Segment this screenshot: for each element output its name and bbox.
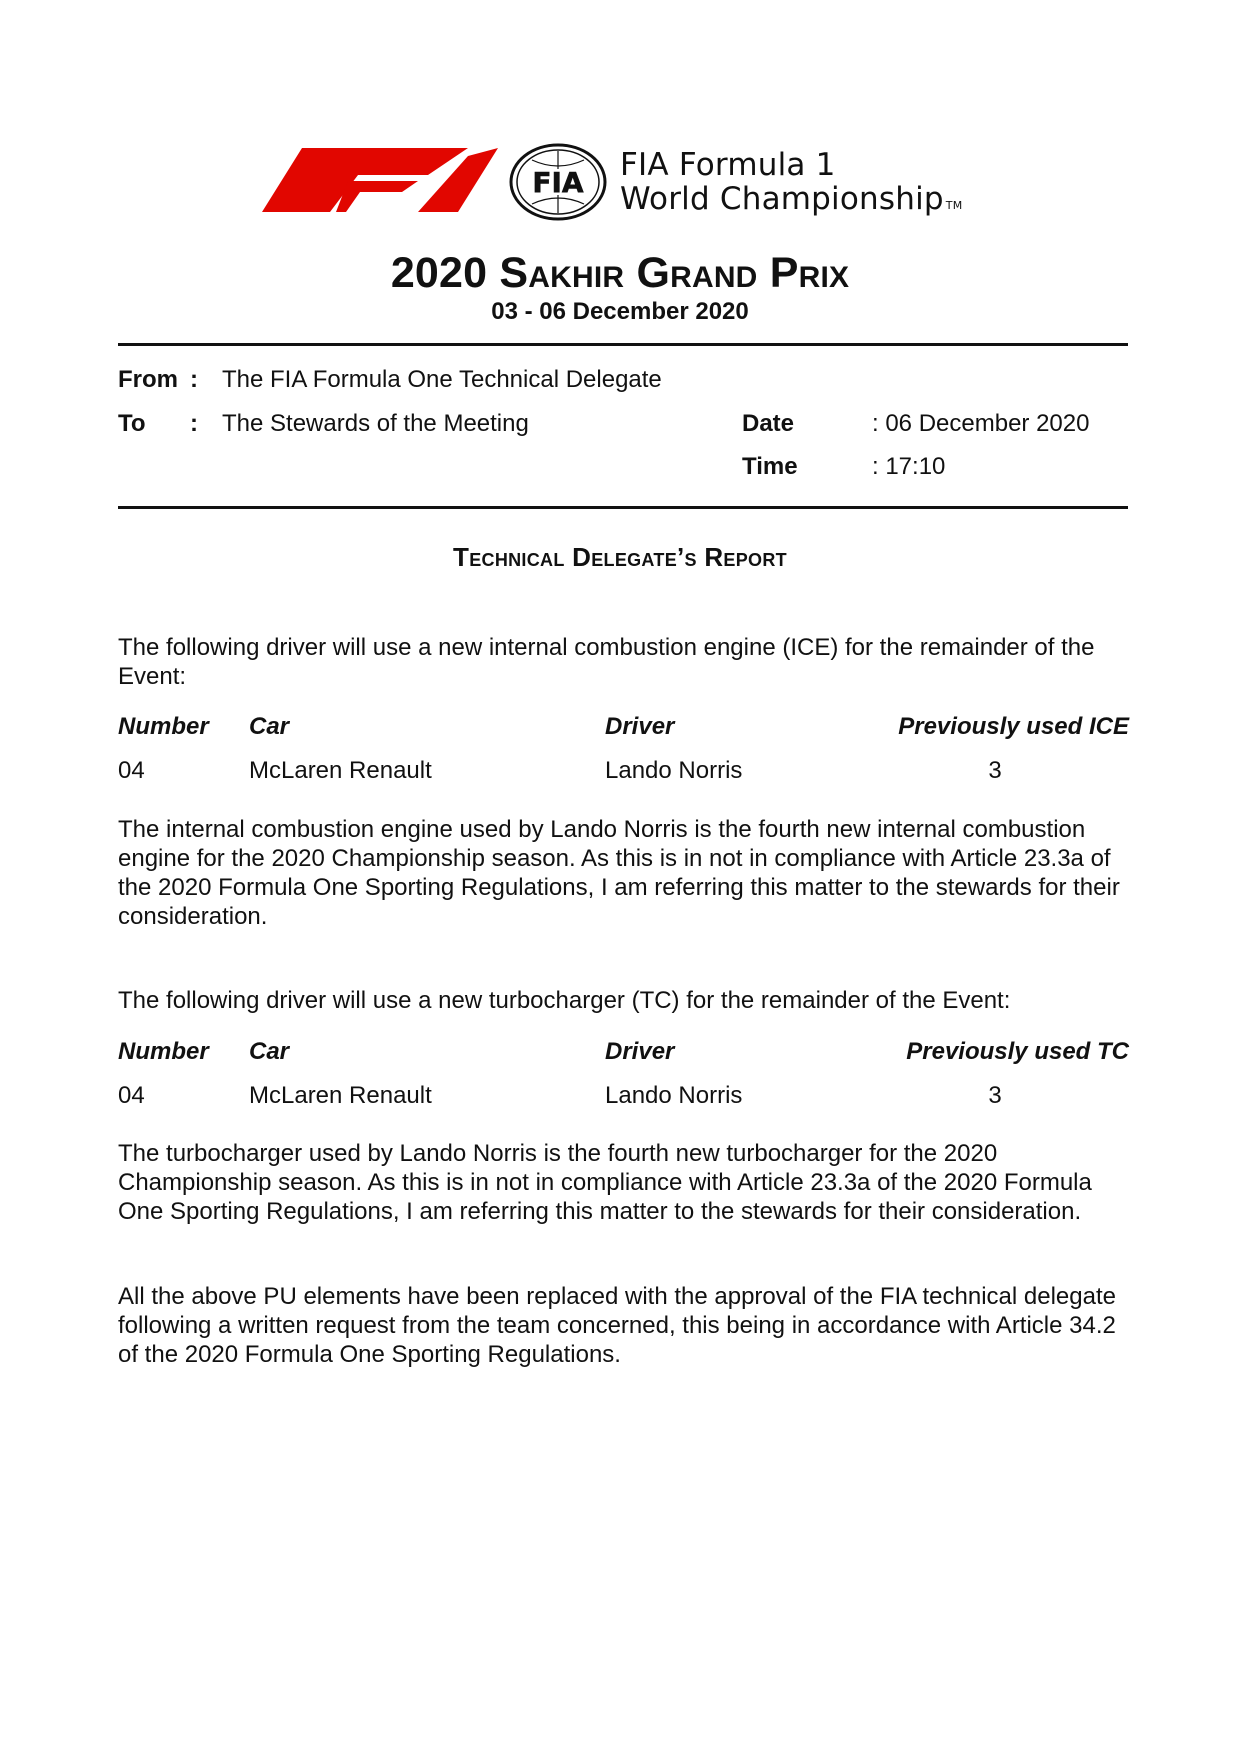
time-label: Time — [742, 453, 798, 480]
ice-row-number: 04 — [118, 757, 145, 784]
ice-header-car: Car — [249, 713, 290, 740]
to-label: To — [118, 410, 146, 437]
event-dates: 03 - 06 December 2020 — [491, 298, 749, 325]
tc-header-car: Car — [249, 1038, 290, 1065]
date-label: Date — [742, 410, 795, 437]
tc-note-paragraph: The turbocharger used by Lando Norris is the fourth new turbocharger for the 2020 Championship season. As this is in not in compliance with Article 23.3a of the 2020 Formula One Sporting Regulations, I am referring this matter to the stewards for their consideration. — [118, 1140, 1092, 1225]
header-rule-bottom — [118, 506, 1128, 509]
f1-logo — [262, 142, 997, 222]
trademark-mark: TM — [945, 199, 963, 212]
tc-header-driver: Driver — [605, 1038, 675, 1065]
logo-line-2 — [620, 182, 962, 223]
ice-intro-paragraph: The following driver will use a new internal combustion engine (ICE) for the remainder of the Event: — [118, 634, 1095, 690]
tc-header-number: Number — [118, 1038, 209, 1065]
closing-paragraph: All the above PU elements have been replaced with the approval of the FIA technical delegate following a written request from the team concerned, this being in accordance with Article 34.2 of the 2020 Formula One Sporting Regulations. — [118, 1283, 1116, 1368]
tc-header-previous: Previously used TC — [906, 1038, 1129, 1065]
to-value: The Stewards of the Meeting — [222, 410, 529, 437]
tc-row-driver: Lando Norris — [605, 1082, 743, 1109]
event-title: 2020 Sakhir Grand Prix — [390, 249, 850, 297]
from-label: From — [118, 366, 178, 393]
to-separator: : — [190, 410, 198, 437]
fia-emblem-text: FIA — [532, 166, 584, 199]
tc-intro-paragraph: The following driver will use a new turbocharger (TC) for the remainder of the Event: — [118, 987, 1011, 1014]
f1-mark-icon — [262, 148, 498, 212]
report-title: Technical Delegate’s Report — [453, 542, 787, 572]
tc-row-previous: 3 — [988, 1082, 1002, 1109]
tc-row-number: 04 — [118, 1082, 145, 1109]
ice-header-number: Number — [118, 713, 209, 740]
from-separator: : — [190, 366, 198, 393]
date-value: : 06 December 2020 — [872, 410, 1090, 437]
logo-wordmark — [620, 148, 962, 223]
logo-line-2-text: World Championship — [620, 181, 944, 217]
tc-row-car: McLaren Renault — [249, 1082, 432, 1109]
ice-note-paragraph: The internal combustion engine used by Lando Norris is the fourth new internal combustion engine for the 2020 Championship season. As this is in not in compliance with Article 23.3a of the 2020 Formula One Sporting Regulations, I am referring this matter to the stewards for their consideration. — [118, 816, 1120, 930]
ice-row-driver: Lando Norris — [605, 757, 743, 784]
from-value: The FIA Formula One Technical Delegate — [222, 366, 662, 393]
ice-header-previous: Previously used ICE — [898, 713, 1129, 740]
ice-row-previous: 3 — [988, 757, 1002, 784]
ice-row-car: McLaren Renault — [249, 757, 432, 784]
fia-emblem-icon — [508, 142, 608, 222]
header-rule-top — [118, 343, 1128, 346]
logo-line-1: FIA Formula 1 — [620, 147, 836, 183]
time-value: : 17:10 — [872, 453, 946, 480]
ice-header-driver: Driver — [605, 713, 675, 740]
